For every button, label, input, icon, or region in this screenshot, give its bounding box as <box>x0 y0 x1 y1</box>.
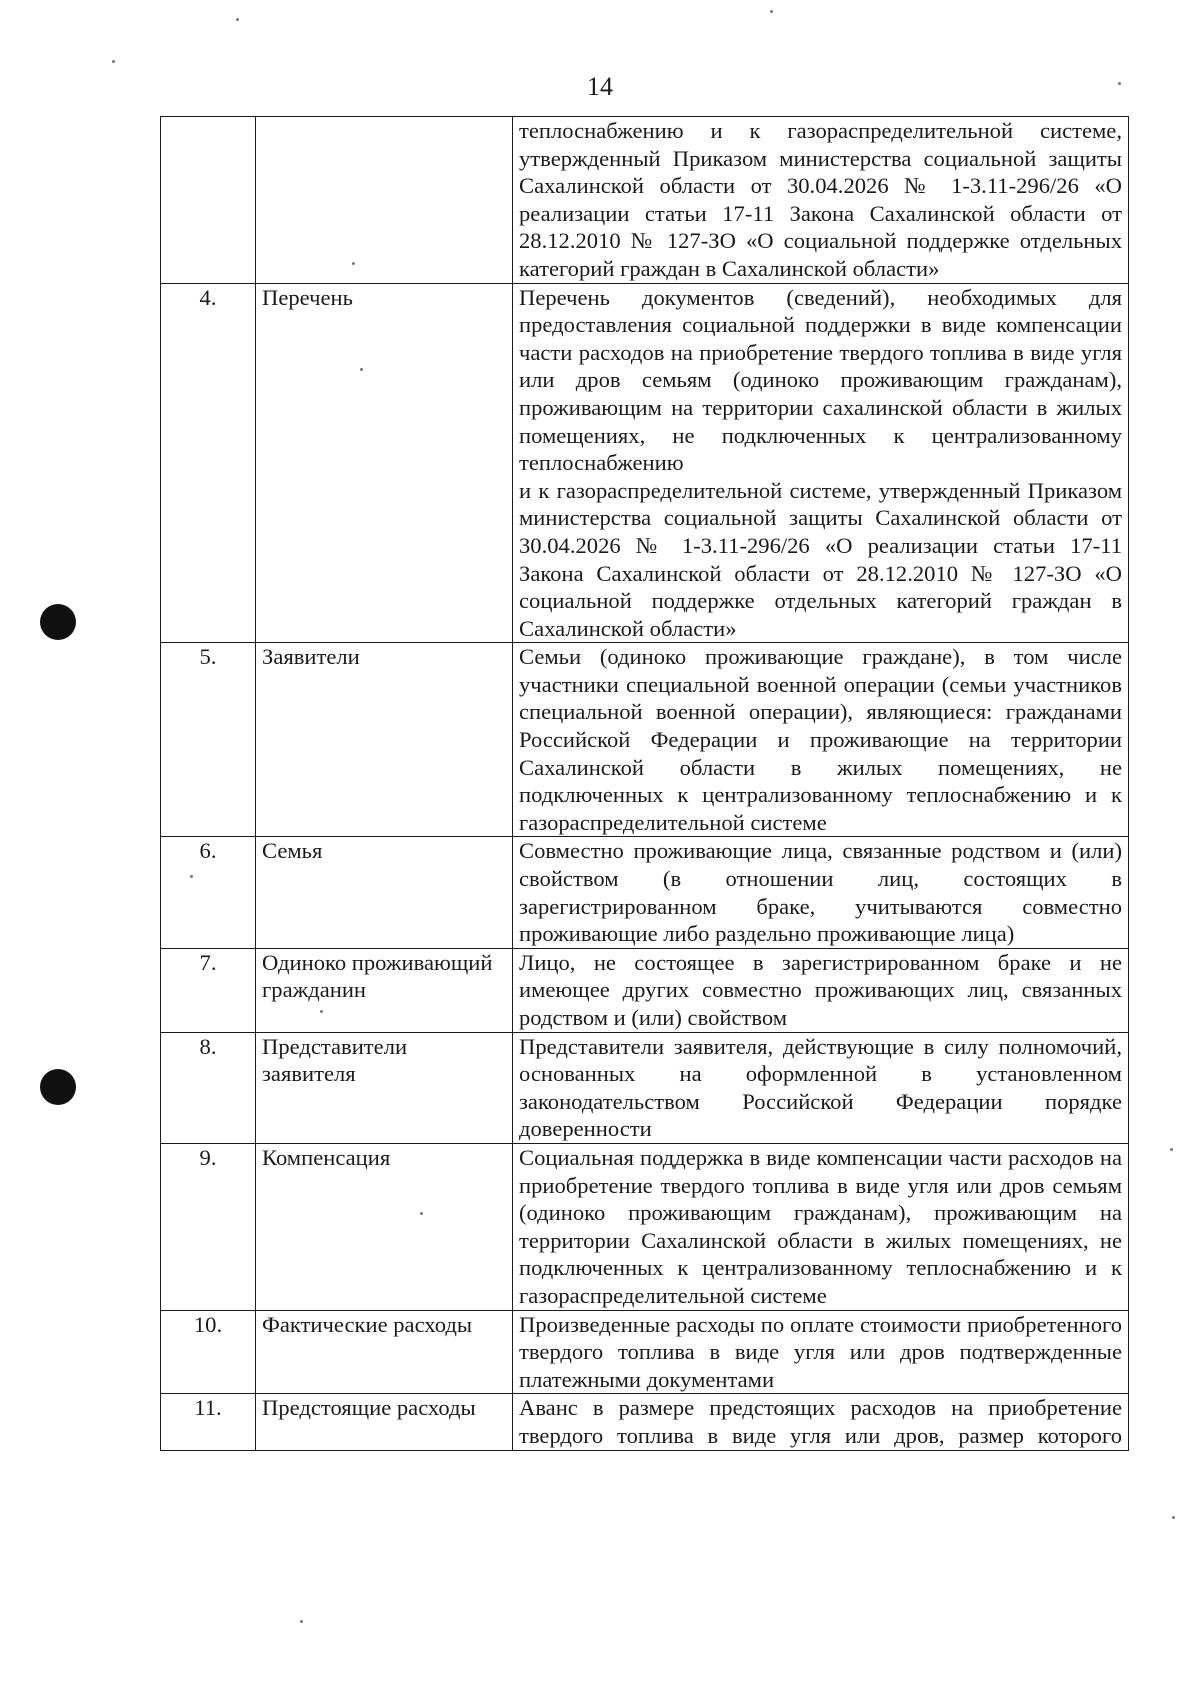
page-number: 14 <box>587 72 613 101</box>
table-row <box>161 948 1129 1032</box>
row-definition <box>513 283 1129 643</box>
row-definition: Представители заявителя, действующие в силу полномочий, основанных на оформленной в установленном законодательством Российской Федерации порядке доверенности <box>513 1032 1129 1143</box>
row-definition: Социальная поддержка в виде компенсации части расходов на приобретение твердого топлива в виде угля или дров семьям (одиноко проживающим гражданам), проживающим на территории Сахалинской области в жилых помещениях, не подключенных к централизованному теплоснабжению и к газораспределительной системе <box>513 1143 1129 1310</box>
row-number: 5. <box>161 643 256 837</box>
row-definition-part-1: Перечень документов (сведений), необходимых для предоставления социальной поддержки в виде компенсации части расходов на приобретение твердого топлива в виде угля или дров семьям (одиноко проживающим гражданам), проживающим на территории сахалинской области в жилых помещениях, не подключенных к централизованному теплоснабжению <box>519 284 1122 476</box>
row-term: Представители заявителя <box>256 1032 513 1143</box>
row-definition: теплоснабжению и к газораспределительной системе, утвержденный Приказом министерства социальной защиты Сахалинской области от 30.04.2026 № 1-3.11-296/26 «О реализации статьи 17-11 Закона Сахалинской области от 28.12.2010 № 127-ЗО «О социальной поддержке отдельных категорий граждан в Сахалинской области» <box>513 117 1129 284</box>
row-term: Семья <box>256 837 513 948</box>
scan-speck <box>190 875 193 878</box>
row-term: Предстоящие расходы <box>256 1394 513 1450</box>
row-number <box>161 117 256 284</box>
row-number: 8. <box>161 1032 256 1143</box>
row-definition: Семьи (одиноко проживающие граждане), в том числе участники специальной военной операции (семьи участников специальной военной операции), являющиеся: гражданами Российской Федерации и проживающие на территории Сахалинской области в жилых помещениях, не подключенных к централизованному теплоснабжению и к газораспределительной системе <box>513 643 1129 837</box>
table-row <box>161 837 1129 948</box>
row-number: 7. <box>161 948 256 1032</box>
row-number: 11. <box>161 1394 256 1450</box>
table-row <box>161 117 1129 284</box>
row-term: Перечень <box>256 283 513 643</box>
row-number: 4. <box>161 283 256 643</box>
row-definition: Произведенные расходы по оплате стоимости приобретенного твердого топлива в виде угля или дров подтвержденные платежными документами <box>513 1310 1129 1394</box>
scan-speck <box>300 1620 303 1623</box>
row-number: 10. <box>161 1310 256 1394</box>
table-row <box>161 1310 1129 1394</box>
row-definition: Аванс в размере предстоящих расходов на приобретение твердого топлива в виде угля или дров, размер которого <box>513 1394 1129 1450</box>
scan-speck <box>236 18 239 21</box>
row-term: Одиноко проживающий гражданин <box>256 948 513 1032</box>
table-row <box>161 1032 1129 1143</box>
scan-speck <box>360 368 363 371</box>
scan-speck <box>320 1010 323 1013</box>
scan-speck <box>352 262 355 265</box>
row-definition: Совместно проживающие лица, связанные родством и (или) свойством (в отношении лиц, состоящих в зарегистрированном браке, учитываются совместно проживающие либо раздельно проживающие лица) <box>513 837 1129 948</box>
scan-speck <box>112 60 115 63</box>
row-definition-part-2: и к газораспределительной системе, утвержденный Приказом министерства социальной защиты Сахалинской области от 30.04.2026 № 1-3.11-296/26 «О реализации статьи 17-11 Закона Сахалинской области от 28.12.2010 № 127-ЗО «О социальной поддержке отдельных категорий граждан в Сахалинской области» <box>519 477 1122 641</box>
row-term: Фактические расходы <box>256 1310 513 1394</box>
row-definition: Лицо, не состоящее в зарегистрированном браке и не имеющее других совместно проживающих лиц, связанных родством и (или) свойством <box>513 948 1129 1032</box>
table-row <box>161 1394 1129 1450</box>
row-number: 9. <box>161 1143 256 1310</box>
scan-speck <box>1172 1516 1175 1519</box>
scan-speck <box>1170 1148 1173 1151</box>
definitions-table <box>160 116 1129 1451</box>
punch-hole-mark <box>40 1069 76 1105</box>
punch-hole-mark <box>40 604 76 640</box>
row-term: Заявители <box>256 643 513 837</box>
row-term: Компенсация <box>256 1143 513 1310</box>
table-row <box>161 283 1129 643</box>
scan-speck <box>1118 82 1121 85</box>
row-term <box>256 117 513 284</box>
scan-speck <box>420 1212 423 1215</box>
table-row <box>161 1143 1129 1310</box>
scan-speck <box>770 10 773 13</box>
table-row <box>161 643 1129 837</box>
row-number: 6. <box>161 837 256 948</box>
